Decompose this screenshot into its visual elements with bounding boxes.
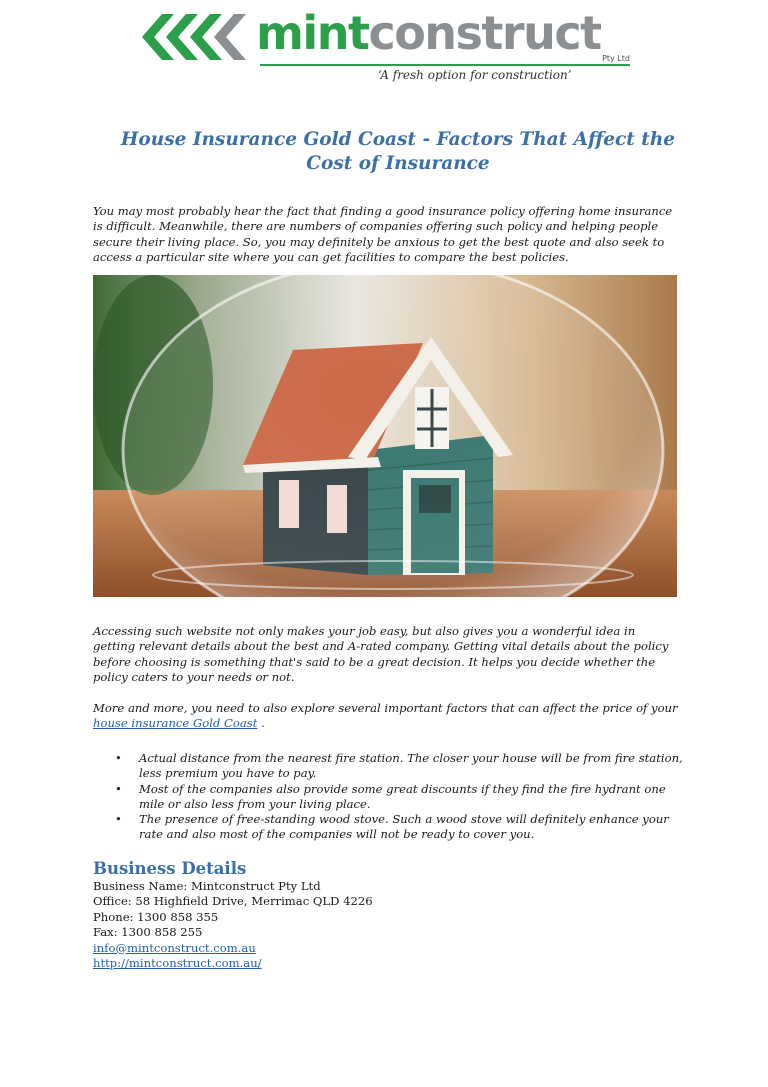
house-in-glass-dome-image bbox=[93, 275, 677, 597]
bullet-icon: • bbox=[115, 751, 122, 765]
brand-mint: mint bbox=[256, 6, 369, 60]
intro-paragraph: You may most probably hear the fact that finding a good insurance policy offering home insurance is difficult. Meanwhile, there are numbers of companies offering such policy and helping people secure their living place. So, you may definitely be anxious to get the best quote and also seek to access a particular site where you can get facilities to compare the best policies. bbox=[93, 204, 673, 264]
email-link[interactable]: info@mintconstruct.com.au bbox=[93, 940, 256, 955]
factors-text: More and more, you need to also explore several important factors that can affect the price of your bbox=[93, 701, 678, 715]
bullet-icon: • bbox=[115, 812, 122, 827]
logo-header bbox=[140, 8, 640, 84]
business-details bbox=[93, 879, 373, 971]
chevron-logo-icon bbox=[140, 10, 250, 64]
website-link[interactable]: http://mintconstruct.com.au/ bbox=[93, 956, 262, 971]
house-insurance-link[interactable]: house insurance Gold Coast bbox=[93, 716, 258, 731]
business-details-heading: Business Details bbox=[93, 859, 247, 878]
business-office: Office: 58 Highfield Drive, Merrimac QLD 4226 bbox=[93, 894, 373, 909]
list-item bbox=[93, 782, 683, 813]
brand-tagline: ‘A fresh option for construction’ bbox=[378, 68, 572, 82]
access-paragraph: Accessing such website not only makes your job easy, but also gives you a wonderful idea in getting relevant details about the best and A-rated company. Getting vital details about the policy before choosing is something that's said to be a great decision. It helps you decide whether the policy caters to your needs or not. bbox=[93, 624, 669, 684]
list-item-text: The presence of free-standing wood stove. Such a wood stove will definitely enhance your rate and also most of the companies will not be ready to cover you. bbox=[139, 812, 669, 842]
list-item-text: Actual distance from the nearest fire station. The closer your house will be from fire station, less premium you have to pay. bbox=[139, 751, 683, 781]
factors-list bbox=[93, 751, 683, 843]
list-item bbox=[93, 812, 683, 843]
bullet-icon: • bbox=[115, 781, 122, 796]
brand-pty-ltd: Pty Ltd bbox=[602, 54, 630, 63]
business-name: Business Name: Mintconstruct Pty Ltd bbox=[93, 879, 321, 893]
house-illustration bbox=[93, 275, 677, 597]
brand-construct: construct bbox=[368, 6, 601, 60]
business-fax: Fax: 1300 858 255 bbox=[93, 925, 203, 940]
list-item-text: Most of the companies also provide some great discounts if they find the fire hydrant one mile or also less from your living place. bbox=[139, 781, 666, 811]
list-item bbox=[93, 751, 683, 782]
brand-underline bbox=[260, 64, 630, 66]
factors-text-end: . bbox=[257, 716, 265, 731]
page-title: House Insurance Gold Coast - Factors That Affect the Cost of Insurance bbox=[120, 129, 676, 174]
business-phone: Phone: 1300 858 355 bbox=[93, 909, 219, 924]
brand-name bbox=[256, 4, 601, 62]
factors-paragraph bbox=[93, 701, 678, 732]
